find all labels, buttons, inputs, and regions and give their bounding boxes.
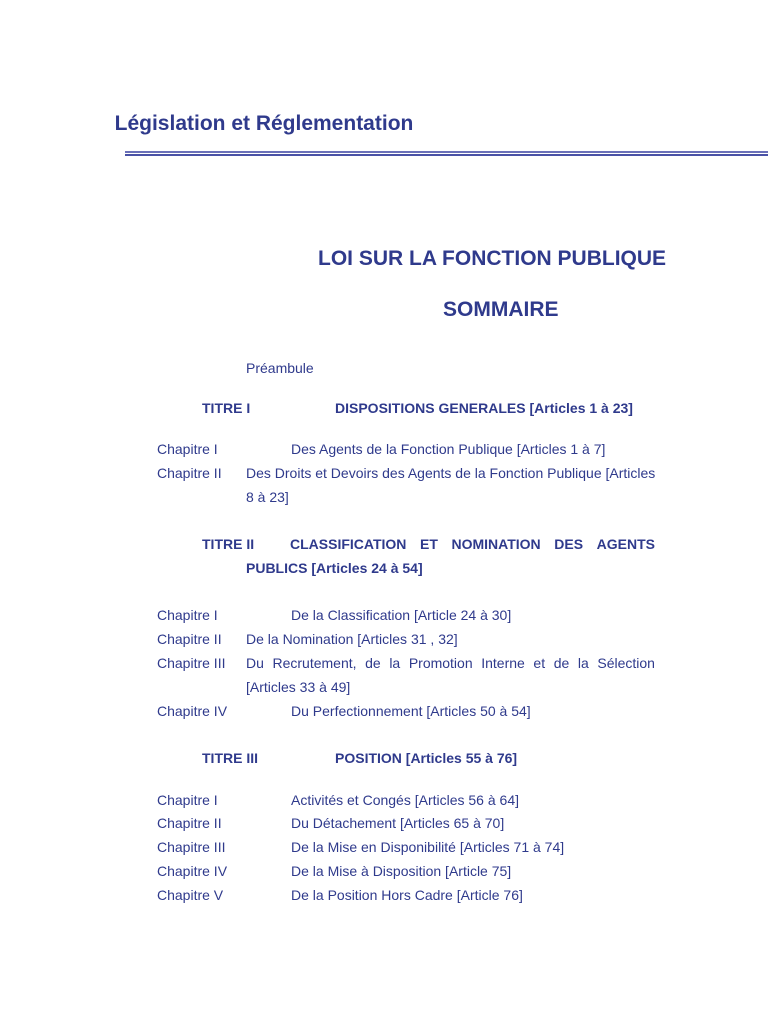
chapter-link-continued[interactable]: 8 à 23]	[246, 489, 289, 505]
chapter-label: Chapitre II	[157, 815, 222, 831]
chapter-word: la	[577, 655, 589, 671]
chapter-label: Chapitre IV	[157, 703, 228, 719]
titre-2-label: TITRE II	[202, 536, 255, 552]
chapter-label: Chapitre III	[157, 839, 226, 855]
chapter-label: Chapitre IV	[157, 863, 228, 879]
chapter-label: Chapitre I	[157, 607, 218, 623]
chapter-link[interactable]: Des Agents de la Fonction Publique [Articles 1 à 7]	[291, 441, 606, 457]
chapter-word: de	[553, 655, 570, 671]
header-title	[0, 112, 768, 136]
preamble-link[interactable]: Préambule	[246, 360, 314, 376]
chapter-label: Chapitre III	[157, 655, 226, 671]
chapter-link[interactable]: Du Détachement [Articles 65 à 70]	[291, 815, 505, 831]
heading-word: CLASSIFICATION	[290, 536, 407, 552]
chapter-link[interactable]: Des Droits et Devoirs des Agents de la Fonction Publique [Articles	[246, 465, 656, 481]
heading-word: ET	[420, 536, 438, 552]
chapter-link[interactable]: De la Position Hors Cadre [Article 76]	[291, 887, 523, 903]
document-title: LOI SUR LA FONCTION PUBLIQUE	[318, 247, 667, 270]
chapter-label: Chapitre I	[157, 441, 218, 457]
chapter-link[interactable]: Du Perfectionnement [Articles 50 à 54]	[291, 703, 531, 719]
chapter-link[interactable]: De la Mise à Disposition [Article 75]	[291, 863, 512, 879]
heading-word: AGENTS	[596, 536, 655, 552]
chapter-label: Chapitre II	[157, 465, 222, 481]
chapter-link[interactable]: De la Mise en Disponibilité [Articles 71 à 74]	[291, 839, 565, 855]
chapter-word: Interne	[481, 655, 525, 671]
titre-1-heading[interactable]: DISPOSITIONS GENERALES [Articles 1 à 23]	[335, 400, 633, 416]
heading-word: NOMINATION	[451, 536, 541, 552]
chapter-word: et	[533, 655, 546, 671]
titre-3-label: TITRE III	[202, 750, 258, 766]
heading-word: DES	[554, 536, 584, 552]
titre-2-heading[interactable]	[290, 536, 655, 552]
chapter-word: Recrutement,	[272, 655, 357, 671]
chapter-label: Chapitre I	[157, 792, 218, 808]
chapter-label: Chapitre V	[157, 887, 224, 903]
chapter-word: Sélection	[597, 655, 655, 671]
chapter-word: de	[365, 655, 381, 671]
titre-3-heading[interactable]: POSITION [Articles 55 à 76]	[335, 750, 518, 766]
chapter-link-continued[interactable]: [Articles 33 à 49]	[246, 679, 351, 695]
chapter-link[interactable]: De la Nomination [Articles 31 , 32]	[246, 631, 458, 647]
header-title-text: Législation et Réglementation	[114, 112, 414, 135]
header-rule	[125, 151, 768, 156]
chapter-word: Du	[246, 655, 264, 671]
titre-1-label: TITRE I	[202, 400, 251, 416]
chapter-link[interactable]: Activités et Congés [Articles 56 à 64]	[291, 792, 519, 808]
chapter-link[interactable]	[246, 655, 655, 671]
chapter-word: la	[389, 655, 401, 671]
chapter-word: Promotion	[408, 655, 473, 671]
sommaire-heading: SOMMAIRE	[443, 298, 559, 321]
titre-2-heading-continued[interactable]: PUBLICS [Articles 24 à 54]	[246, 560, 423, 576]
chapter-label: Chapitre II	[157, 631, 222, 647]
chapter-link[interactable]: De la Classification [Article 24 à 30]	[291, 607, 512, 623]
